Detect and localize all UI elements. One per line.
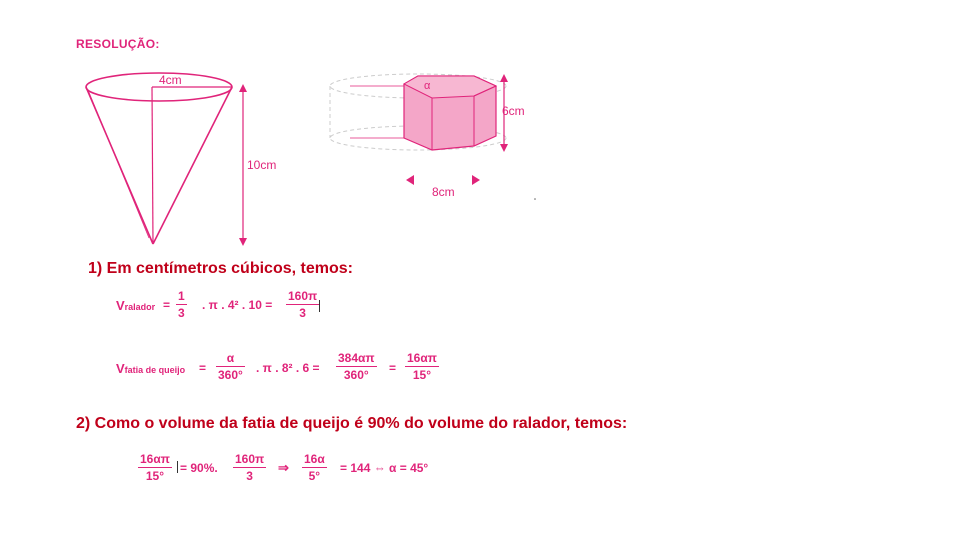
statement-2: 2) Como o volume da fatia de queijo é 90% do volume do ralador, temos: bbox=[76, 415, 628, 432]
eq2-volume-symbol: Vfatia de queijo bbox=[116, 361, 186, 376]
eq2-fraction-3 bbox=[405, 351, 439, 382]
eq3-f3-numerator: 16α bbox=[304, 452, 325, 466]
eq1-f1-numerator: 1 bbox=[178, 289, 185, 303]
cylinder-height-arrow-top bbox=[500, 74, 508, 82]
eq2-volume-subscript: fatia de queijo bbox=[124, 365, 186, 375]
diameter-arrow-left bbox=[406, 175, 414, 185]
eq3-f2-numerator: 160π bbox=[235, 452, 265, 466]
eq2-equals: = bbox=[199, 361, 207, 375]
eq1-f2-denominator: 3 bbox=[299, 306, 306, 320]
eq1-middle-expression: . π . 4² . 10 = bbox=[202, 298, 273, 312]
eq1-f1-denominator: 3 bbox=[178, 306, 185, 320]
eq2-f3-numerator: 16απ bbox=[407, 351, 437, 365]
eq3-fraction-3 bbox=[302, 452, 327, 483]
eq1-f2-numerator: 160π bbox=[288, 289, 318, 303]
cylinder-figure bbox=[320, 66, 550, 206]
cone-radius-label: 4cm bbox=[159, 73, 182, 87]
eq1-equals: = bbox=[163, 298, 171, 312]
eq2-fraction-1 bbox=[216, 351, 245, 382]
cylinder-diameter-label: 8cm bbox=[432, 185, 455, 199]
statement-1: 1) Em centímetros cúbicos, temos: bbox=[88, 260, 353, 277]
eq3-result: = 144 ⇔ α = 45° bbox=[340, 461, 429, 475]
eq2-f2-denominator: 360° bbox=[343, 368, 369, 382]
eq3-ninety-percent: = 90%. bbox=[180, 461, 218, 475]
eq2-middle-expression: . π . 8² . 6 = bbox=[256, 361, 320, 375]
cylinder-height-label: 6cm bbox=[502, 104, 525, 118]
cone-height-label: 10cm bbox=[247, 158, 277, 172]
diameter-arrow-right bbox=[472, 175, 480, 185]
eq1-cursor-mark bbox=[319, 300, 320, 312]
cone-height-arrow-top bbox=[239, 84, 247, 92]
cone-right-edge bbox=[153, 87, 232, 244]
eq2-f1-numerator: α bbox=[226, 351, 235, 365]
eq2-equals-2: = bbox=[389, 361, 397, 375]
eq1-volume-subscript: ralador bbox=[124, 302, 156, 312]
eq3-implies-arrow: ⇒ bbox=[278, 460, 289, 475]
eq3-f2-denominator: 3 bbox=[246, 469, 253, 483]
eq1-fraction-1 bbox=[176, 289, 187, 320]
eq1-fraction-2 bbox=[286, 289, 319, 320]
cone-height-arrow-bottom bbox=[239, 238, 247, 246]
eq2-f3-denominator: 15° bbox=[412, 368, 432, 382]
eq3-fraction-1 bbox=[138, 452, 172, 483]
cone-inner-line bbox=[88, 90, 149, 238]
eq3-f1-numerator: 16απ bbox=[140, 452, 170, 466]
eq1-volume-symbol: Vralador bbox=[116, 298, 156, 313]
cone-figure bbox=[76, 62, 296, 252]
cylinder-height-arrow-bottom bbox=[500, 144, 508, 152]
stray-dot bbox=[534, 198, 536, 200]
eq3-f1-denominator: 15° bbox=[145, 469, 165, 483]
resolution-heading: RESOLUÇÃO: bbox=[76, 37, 160, 51]
eq3-cursor-mark bbox=[177, 461, 178, 473]
cone-axis bbox=[152, 87, 153, 244]
eq2-fraction-2 bbox=[336, 351, 377, 382]
eq2-f2-numerator: 384απ bbox=[338, 351, 375, 365]
angle-label: α bbox=[424, 80, 431, 92]
eq3-fraction-2 bbox=[233, 452, 266, 483]
eq2-f1-denominator: 360° bbox=[218, 368, 243, 382]
eq3-f3-denominator: 5° bbox=[308, 469, 321, 483]
